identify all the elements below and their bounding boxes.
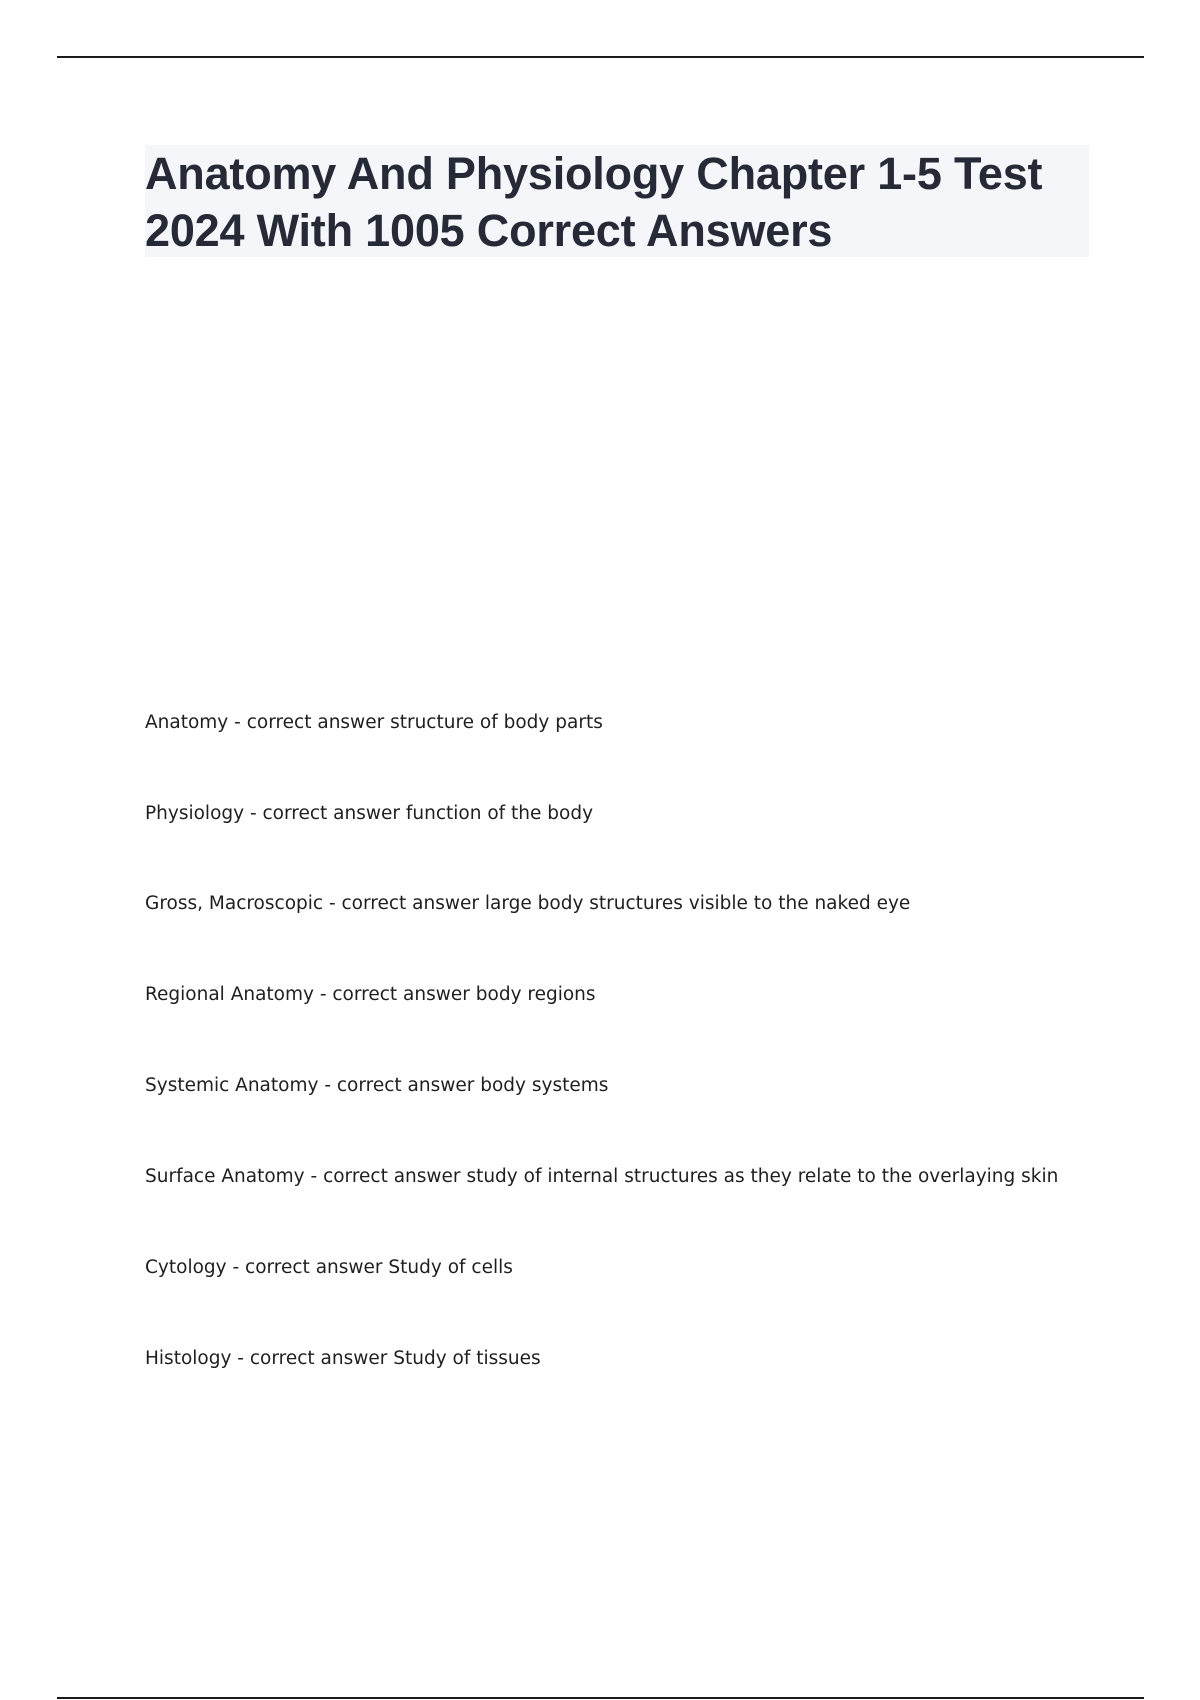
qa-answer: Study of tissues (393, 1348, 541, 1369)
qa-separator: - (323, 893, 342, 914)
qa-answer-prefix: correct answer (262, 803, 400, 824)
qa-answer: Study of cells (388, 1257, 513, 1278)
qa-separator: - (313, 984, 333, 1005)
qa-separator: - (304, 1166, 324, 1187)
bottom-rule (57, 1697, 1144, 1699)
qa-item (145, 1166, 1058, 1187)
qa-answer-prefix: correct answer (336, 1075, 475, 1096)
qa-term: Cytology (145, 1257, 227, 1278)
qa-answer-prefix: correct answer (246, 712, 385, 733)
qa-separator: - (226, 1257, 246, 1278)
qa-answer: body systems (480, 1075, 609, 1096)
qa-item (145, 1348, 541, 1369)
qa-term: Physiology (145, 803, 245, 824)
qa-item (145, 1075, 608, 1096)
qa-separator: - (318, 1075, 337, 1096)
qa-item (145, 893, 910, 914)
qa-answer: function of the body (405, 803, 594, 824)
qa-answer-prefix: correct answer (323, 1166, 461, 1187)
top-rule (57, 56, 1144, 58)
qa-answer: large body structures visible to the naked eye (484, 893, 911, 914)
qa-answer-prefix: correct answer (245, 1257, 383, 1278)
qa-term: Regional Anatomy (145, 984, 314, 1005)
qa-term: Gross, Macroscopic (145, 893, 324, 914)
qa-term: Surface Anatomy (145, 1166, 305, 1187)
qa-answer-prefix: correct answer (249, 1348, 388, 1369)
qa-item (145, 803, 593, 824)
qa-answer: body regions (475, 984, 596, 1005)
qa-separator: - (244, 803, 263, 824)
qa-term: Anatomy (145, 712, 229, 733)
title-block (145, 145, 1089, 257)
qa-answer: study of internal structures as they relate to the overlaying skin (466, 1166, 1059, 1187)
qa-item (145, 984, 596, 1005)
qa-separator: - (228, 712, 247, 733)
qa-answer-prefix: correct answer (341, 893, 479, 914)
qa-item (145, 712, 603, 733)
qa-item (145, 1257, 513, 1278)
qa-term: Systemic Anatomy (145, 1075, 319, 1096)
qa-separator: - (231, 1348, 250, 1369)
qa-answer: structure of body parts (390, 712, 603, 733)
qa-term: Histology (145, 1348, 232, 1369)
qa-answer-prefix: correct answer (332, 984, 470, 1005)
document-title: Anatomy And Physiology Chapter 1-5 Test 2024 With 1005 Correct Answers (145, 148, 1043, 256)
